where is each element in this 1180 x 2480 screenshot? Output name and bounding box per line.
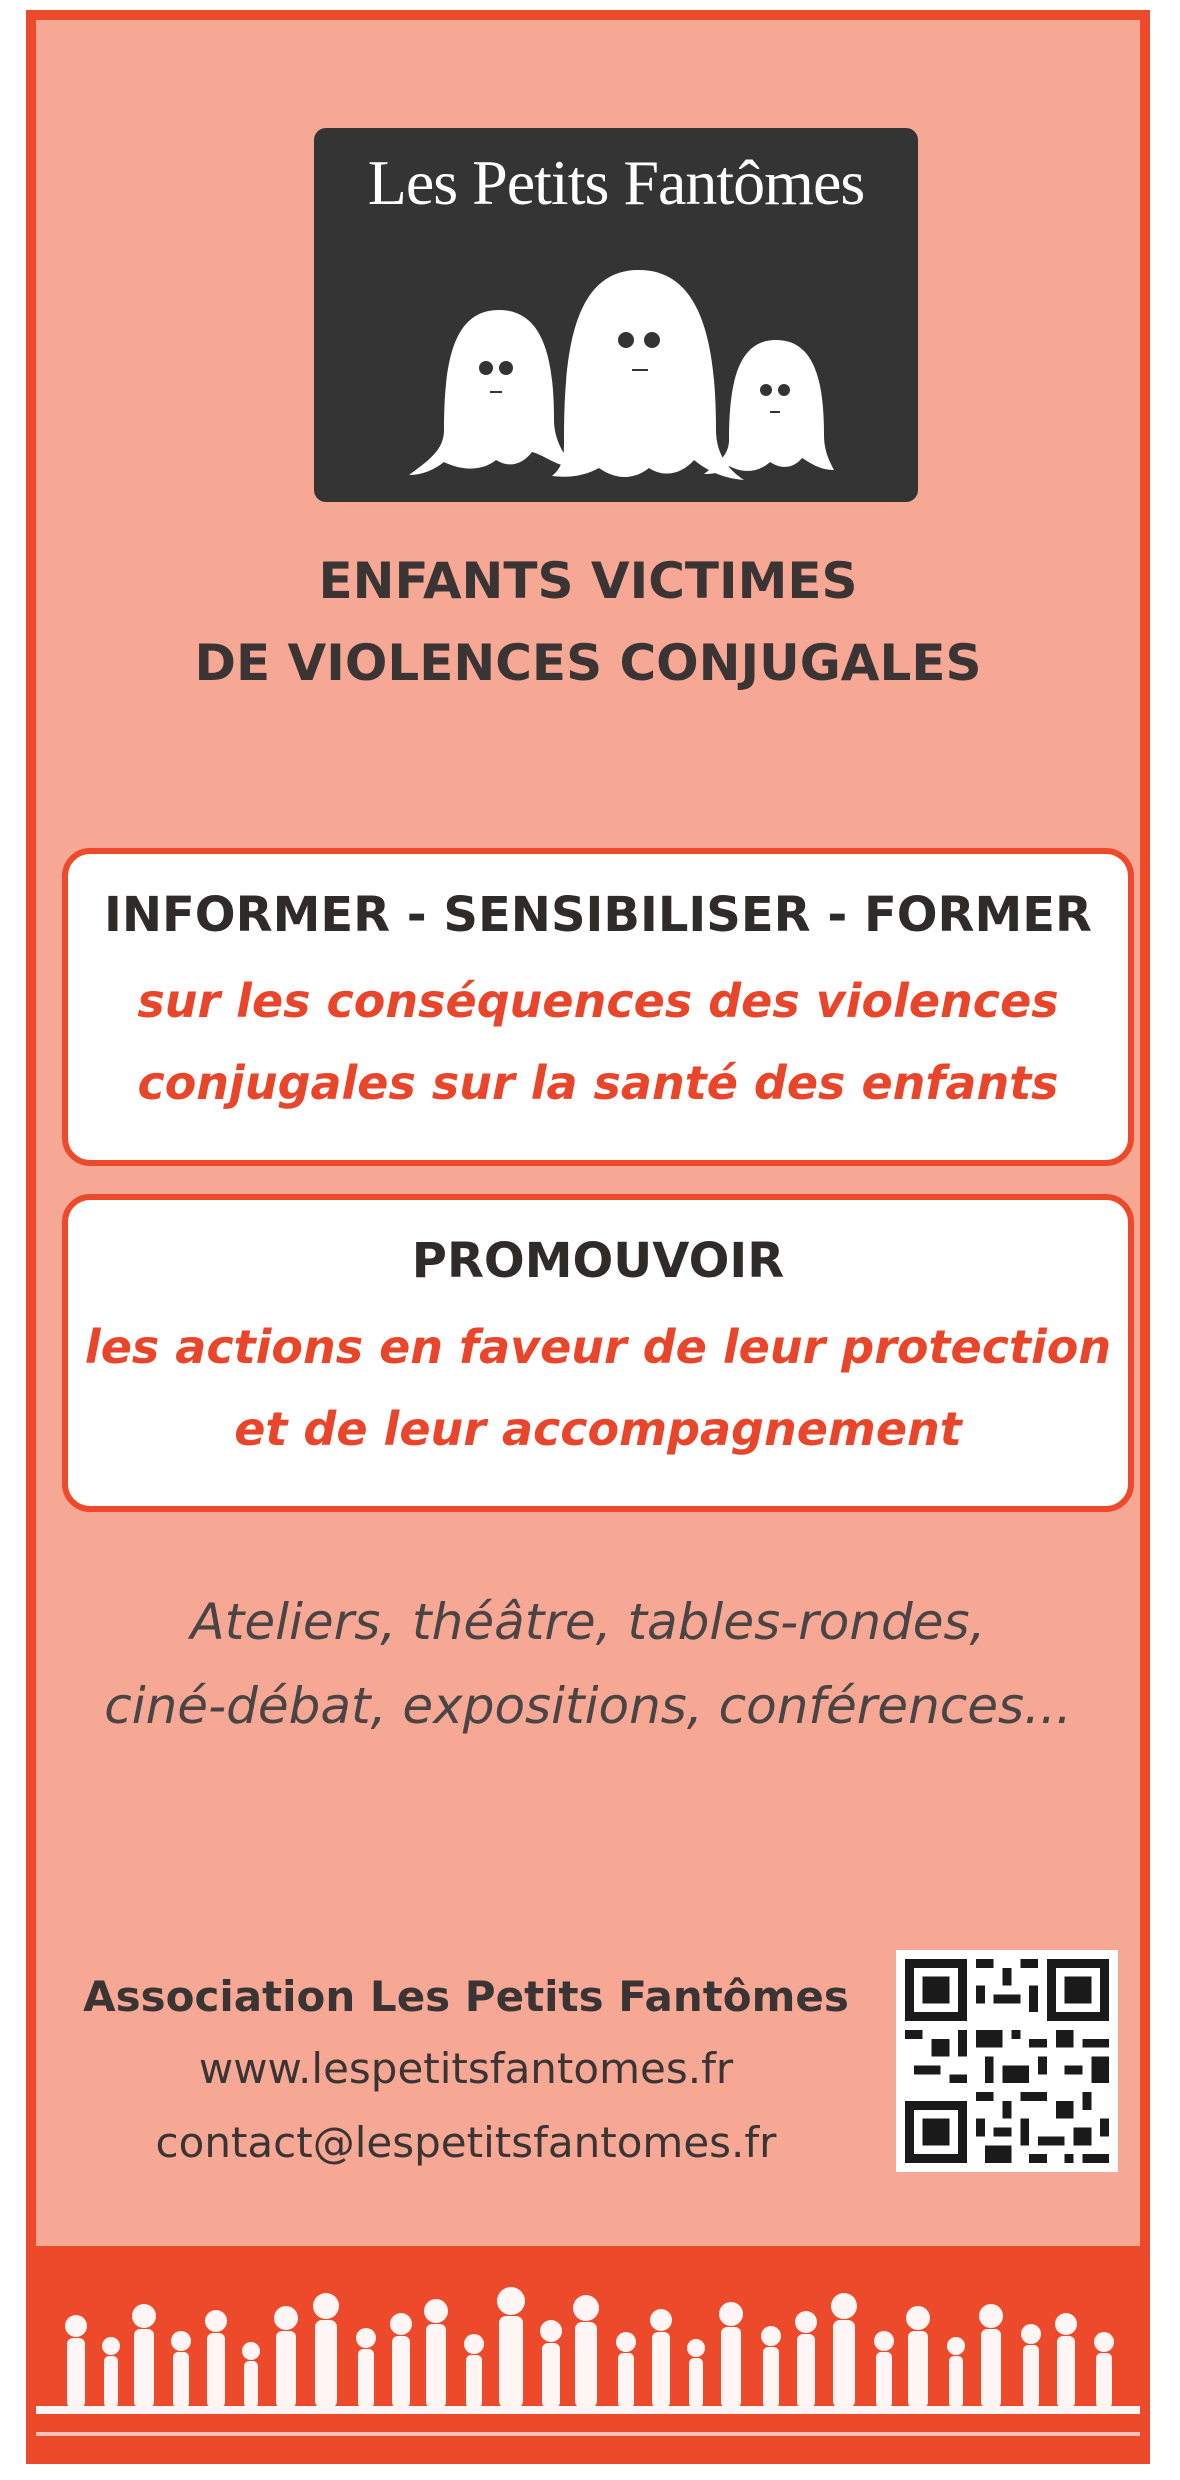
activities-text: [36, 1580, 1140, 1748]
promote-card-text: [68, 1306, 1128, 1470]
inform-card-line1: sur les conséquences des violences: [137, 974, 1059, 1028]
promote-card: [62, 1194, 1134, 1512]
ghost-icon: [404, 240, 834, 480]
logo: [314, 128, 918, 502]
activities-line2: ciné-débat, expositions, conférences...: [104, 1677, 1072, 1735]
logo-title: Les Petits Fantômes: [367, 147, 865, 218]
email-link[interactable]: contact@lespetitsfantomes.fr: [155, 2118, 777, 2167]
children-band: [36, 2246, 1140, 2454]
inform-card-heading: INFORMER - SENSIBILISER - FORMER: [103, 887, 1093, 943]
headline-line1: ENFANTS VICTIMES: [318, 552, 858, 610]
children-silhouettes-icon: [36, 2246, 1140, 2464]
flyer: [26, 10, 1150, 2464]
promote-card-line1: les actions en faveur de leur protection: [84, 1320, 1112, 1374]
headline: [36, 540, 1140, 704]
promote-card-heading: PROMOUVOIR: [411, 1233, 785, 1289]
contact-block: [66, 1962, 866, 2180]
inform-card-line2: conjugales sur la santé des enfants: [137, 1056, 1059, 1110]
association-name: Association Les Petits Fantômes: [83, 1972, 849, 2021]
headline-line2: DE VIOLENCES CONJUGALES: [194, 634, 982, 692]
promote-card-line2: et de leur accompagnement: [234, 1402, 962, 1456]
activities-line1: Ateliers, théâtre, tables-rondes,: [190, 1593, 986, 1651]
website-link[interactable]: www.lespetitsfantomes.fr: [198, 2044, 734, 2093]
inform-card: [62, 848, 1134, 1166]
qr-code-icon[interactable]: [896, 1950, 1118, 2172]
inform-card-text: [68, 960, 1128, 1124]
